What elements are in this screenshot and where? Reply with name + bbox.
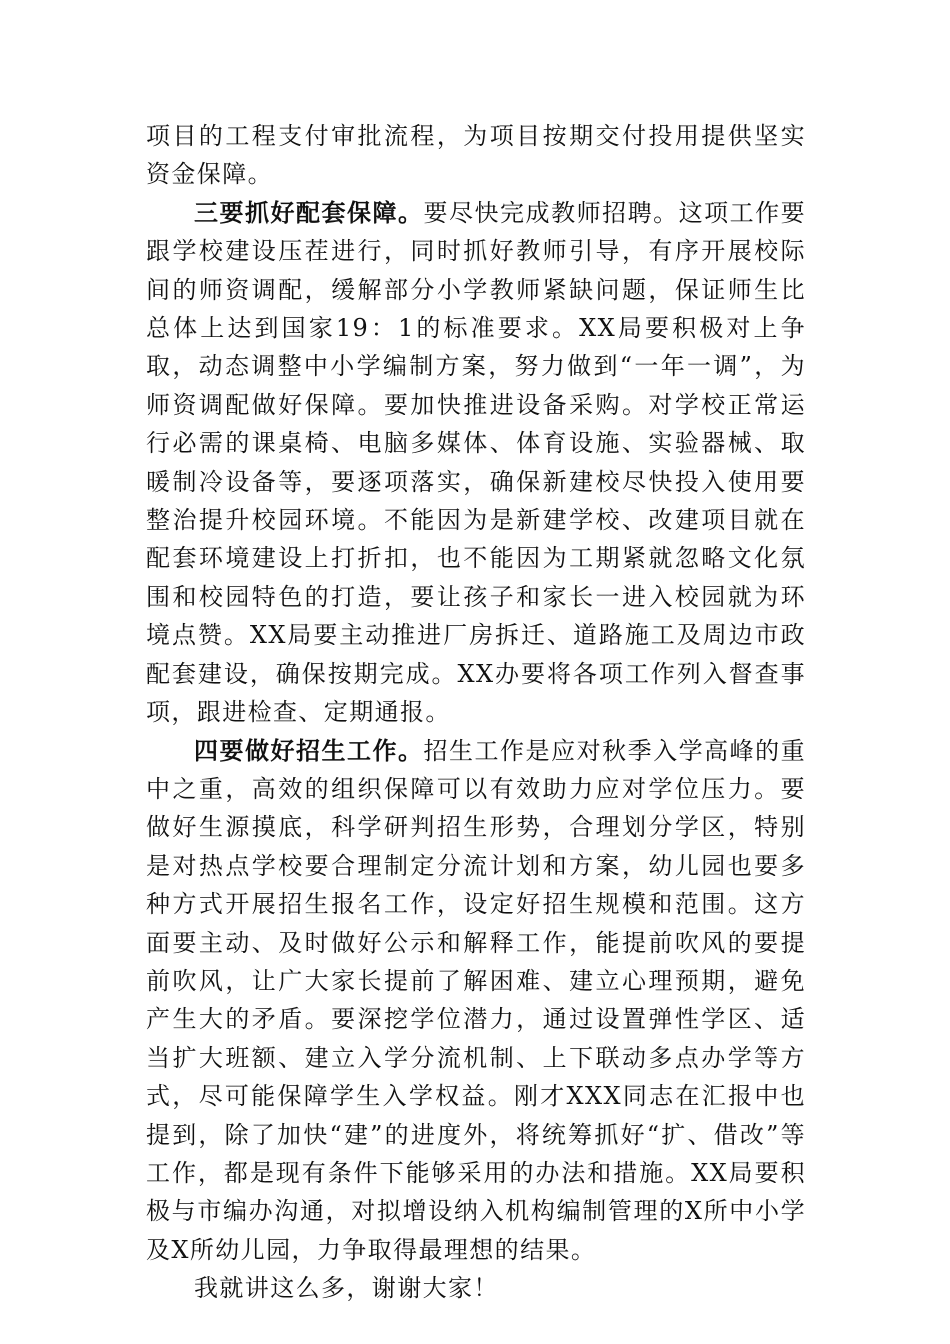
paragraph-text: 项目的工程支付审批流程，为项目按期交付投用提供坚实资金保障。 (146, 122, 806, 189)
paragraph-closing (146, 1269, 806, 1307)
paragraph-text: 要尽快完成教师招聘。这项工作要跟学校建设压茬进行，同时抓好教师引导，有序开展校际间的师资调配，缓解部分小学教师紧缺问题，保证师生比总体上达到国家19：1的标准要求。XX局要积极对上争取，动态调整中小学编制方案，努力做到“一年一调”，为师资调配做好保障。要加快推进设备采购。对学校正常运行必需的课桌椅、电脑多媒体、体育设施、实验器械、取暖制冷设备等，要逐项落实，确保新建校尽快投入使用要整治提升校园环境。不能因为是新建学校、改建项目就在配套环境建设上打折扣，也不能因为工期紧就忽略文化氛围和校园特色的打造，要让孩子和家长一进入校园就为环境点赞。XX局要主动推进厂房拆迁、道路施工及周边市政配套建设，确保按期完成。XX办要将各项工作列入督查事项，跟进检查、定期通报。 (146, 198, 807, 727)
paragraph-heading: 三要抓好配套保障。 (194, 197, 424, 227)
paragraph-text: 我就讲这么多，谢谢大家！ (194, 1274, 499, 1303)
paragraph-enrollment-work (146, 732, 806, 1270)
paragraph-heading: 四要做好招生工作。 (194, 735, 424, 765)
document-body (146, 117, 806, 1308)
paragraph-supporting-measures (146, 194, 806, 732)
paragraph-text: 招生工作是应对秋季入学高峰的重中之重，高效的组织保障可以有效助力应对学位压力。要做好生源摸底，科学研判招生形势，合理划分学区，特别是对热点学校要合理制定分流计划和方案，幼儿园也要多种方式开展招生报名工作，设定好招生规模和范围。这方面要主动、及时做好公示和解释工作，能提前吹风的要提前吹风，让广大家长提前了解困难、建立心理预期，避免产生大的矛盾。要深挖学位潜力，通过设置弹性学区、适当扩大班额、建立入学分流机制、上下联动多点办学等方式，尽可能保障学生入学权益。刚才XXX同志在汇报中也提到，除了加快“建”的进度外，将统筹抓好“扩、借改”等工作，都是现有条件下能够采用的办法和措施。XX局要积极与市编办沟通，对拟增设纳入机构编制管理的X所中小学及X所幼儿园，力争取得最理想的结果。 (146, 736, 807, 1264)
paragraph-continuation (146, 117, 806, 194)
